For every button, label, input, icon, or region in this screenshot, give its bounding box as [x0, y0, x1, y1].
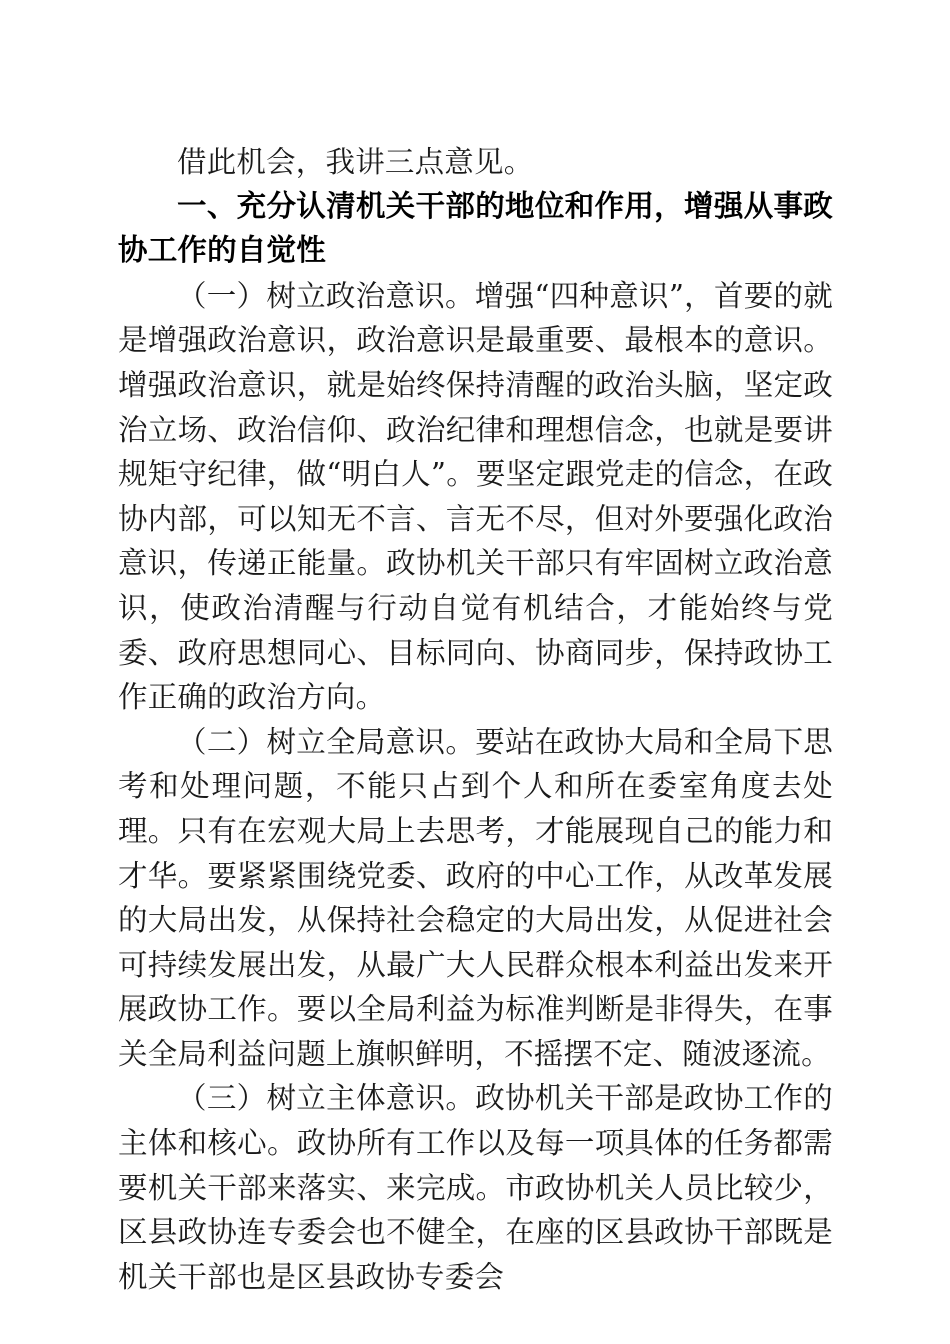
paragraph-subsection-one: （一）树立政治意识。增强“四种意识”，首要的就是增强政治意识，政治意识是最重要、最根本的意识。增强政治意识，就是始终保持清醒的政治头脑，坚定政治立场、政治信仰、政治纪律和理想信念，也就是要讲规矩守纪律，做“明白人”。要坚定跟党走的信念，在政协内部，可以知无不言、言无不尽，但对外要强化政治意识，传递正能量。政协机关干部只有牢固树立政治意识，使政治清醒与行动自觉有机结合，才能始终与党委、政府思想同心、目标同向、协商同步，保持政协工作正确的政治方向。: [118, 278, 833, 715]
paragraph-subsection-two: （二）树立全局意识。要站在政协大局和全局下思考和处理问题，不能只占到个人和所在委室角度去处理。只有在宏观大局上去思考，才能展现自己的能力和才华。要紧紧围绕党委、政府的中心工作，从改革发展的大局出发，从保持社会稳定的大局出发，从促进社会可持续发展出发，从最广大人民群众根本利益出发来开展政协工作。要以全局利益为标准判断是非得失，在事关全局利益问题上旗帜鲜明，不摇摆不定、随波逐流。: [118, 724, 833, 1071]
paragraph-subsection-three: （三）树立主体意识。政协机关干部是政协工作的主体和核心。政协所有工作以及每一项具体的任务都需要机关干部来落实、来完成。市政协机关人员比较少，区县政协连专委会也不健全，在座的区县政协干部既是机关干部也是区县政协专委会: [118, 1081, 833, 1294]
paragraph-lead-in: 借此机会，我讲三点意见。: [177, 145, 534, 179]
document-body: [118, 140, 833, 1299]
section-heading-one: 一、充分认清机关干部的地位和作用，增强从事政协工作的自觉性: [118, 189, 833, 268]
